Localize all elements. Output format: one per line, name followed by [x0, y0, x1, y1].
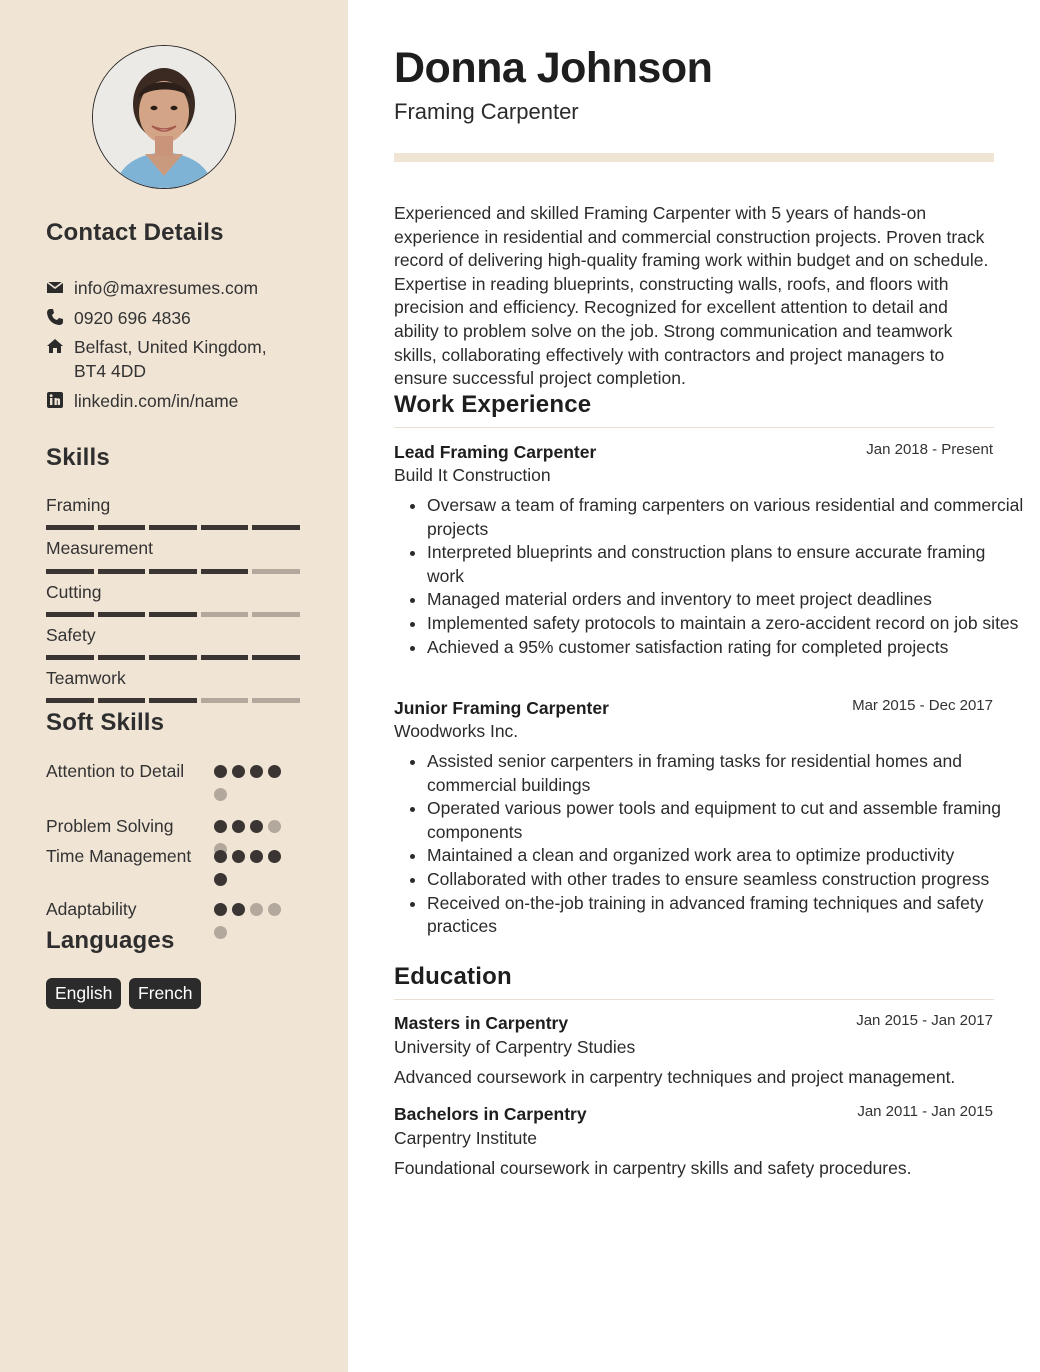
skill-bar [46, 525, 300, 530]
contact-phone[interactable] [46, 306, 294, 330]
email-text: info@maxresumes.com [74, 278, 259, 298]
soft-skill-dots [214, 903, 294, 939]
list-item: • Implemented safety protocols to maintain a zero-accident record on job sites [427, 612, 1027, 636]
work-experience-heading: Work Experience [394, 391, 994, 428]
school-name: University of Carpentry Studies [394, 1037, 636, 1057]
linkedin-text: linkedin.com/in/name [74, 391, 239, 411]
contact-heading: Contact Details [46, 219, 224, 246]
phone-text: 0920 696 4836 [74, 308, 191, 328]
skill-segment-filled [46, 698, 94, 703]
skill-segment-filled [46, 655, 94, 660]
education-dates: Jan 2011 - Jan 2015 [857, 1103, 993, 1120]
skill-bar [46, 698, 300, 703]
job-company: Build It Construction [394, 465, 551, 485]
contact-address [46, 335, 294, 383]
rating-dot-filled [268, 850, 281, 863]
job-title: Lead Framing Carpenter [394, 442, 597, 462]
rating-dot-filled [214, 850, 227, 863]
language-chip: French [129, 978, 201, 1009]
rating-dot-filled [214, 873, 227, 886]
list-item: • Collaborated with other trades to ensure seamless construction progress [427, 868, 1027, 892]
list-item: • Received on-the-job training in advanced framing techniques and safety practices [427, 892, 1027, 939]
rating-dot-filled [232, 820, 245, 833]
list-item: • Maintained a clean and organized work area to optimize productivity [427, 844, 1027, 868]
rating-dot-filled [250, 850, 263, 863]
rating-dot-empty [214, 788, 227, 801]
skill-label: Safety [46, 625, 96, 645]
skill-segment-filled [149, 525, 197, 530]
skill-segment-filled [98, 525, 146, 530]
skill-segment-empty [252, 612, 300, 617]
soft-skill-label: Adaptability [46, 899, 137, 919]
soft-skill-label: Time Management [46, 846, 192, 866]
skill-segment-filled [149, 569, 197, 574]
list-item: • Managed material orders and inventory to meet project deadlines [427, 588, 1027, 612]
candidate-title: Framing Carpenter [394, 99, 579, 124]
list-item: • Operated various power tools and equipment to cut and assemble framing components [427, 797, 1027, 844]
job-bullets [394, 750, 1027, 939]
languages-heading: Languages [46, 927, 175, 954]
education-heading: Education [394, 963, 994, 1000]
skill-segment-filled [252, 525, 300, 530]
rating-dot-filled [214, 903, 227, 916]
list-item: • Oversaw a team of framing carpenters on various residential and commercial projects [427, 494, 1027, 541]
skill-segment-filled [98, 698, 146, 703]
soft-skill-dots [214, 765, 294, 801]
skill-segment-filled [149, 698, 197, 703]
soft-skill-label: Attention to Detail [46, 761, 185, 781]
contact-linkedin[interactable] [46, 389, 294, 413]
envelope-icon [46, 278, 64, 296]
skill-bar [46, 655, 300, 660]
skill-segment-filled [46, 569, 94, 574]
skill-label: Measurement [46, 538, 153, 558]
candidate-name: Donna Johnson [394, 44, 713, 92]
rating-dot-empty [268, 820, 281, 833]
soft-skill-dots [214, 850, 294, 886]
skill-segment-filled [98, 612, 146, 617]
skill-label: Cutting [46, 582, 102, 602]
skill-segment-filled [252, 655, 300, 660]
skill-label: Teamwork [46, 668, 126, 688]
education-dates: Jan 2015 - Jan 2017 [856, 1012, 993, 1029]
skill-segment-filled [201, 569, 249, 574]
sidebar [0, 0, 348, 1372]
rating-dot-filled [214, 765, 227, 778]
skill-label: Framing [46, 495, 111, 515]
phone-icon [46, 308, 64, 326]
list-item: • Interpreted blueprints and construction plans to ensure accurate framing work [427, 541, 1027, 588]
list-item: • Achieved a 95% customer satisfaction rating for completed projects [427, 636, 1027, 660]
job-title: Junior Framing Carpenter [394, 698, 609, 718]
profile-summary: Experienced and skilled Framing Carpenter with 5 years of hands-on experience in residential and commercial construction projects. Proven track record of delivering high-quality framing work within budget and on schedule. Expertise in reading blueprints, constructing walls, roofs, and floors with precision and efficiency. Recognized for excellent attention to detail and ability to problem solve on the job. Strong communication and teamwork skills, collaborating effectively with contractors and project managers to ensure successful project completion. [394, 203, 989, 389]
address-text: Belfast, United Kingdom, BT4 4DD [74, 337, 267, 381]
skill-segment-empty [252, 698, 300, 703]
rating-dot-filled [214, 820, 227, 833]
rating-dot-empty [250, 903, 263, 916]
rating-dot-filled [232, 903, 245, 916]
rating-dot-filled [232, 850, 245, 863]
rating-dot-filled [250, 820, 263, 833]
skill-segment-filled [149, 612, 197, 617]
skill-segment-filled [98, 569, 146, 574]
skill-segment-filled [46, 525, 94, 530]
contact-email[interactable] [46, 276, 294, 300]
skill-bar [46, 612, 300, 617]
linkedin-icon [46, 391, 64, 409]
job-dates: Mar 2015 - Dec 2017 [852, 697, 993, 714]
job-bullets [394, 494, 1027, 659]
education-description: Advanced coursework in carpentry techniques and project management. [394, 1067, 956, 1087]
skill-segment-empty [252, 569, 300, 574]
skill-segment-filled [46, 612, 94, 617]
header-divider [394, 153, 994, 162]
skill-segment-empty [201, 612, 249, 617]
rating-dot-filled [250, 765, 263, 778]
skill-segment-empty [201, 698, 249, 703]
degree-title: Bachelors in Carpentry [394, 1104, 587, 1124]
skill-segment-filled [201, 525, 249, 530]
job-dates: Jan 2018 - Present [866, 441, 993, 458]
skill-bar [46, 569, 300, 574]
rating-dot-empty [214, 926, 227, 939]
rating-dot-filled [232, 765, 245, 778]
soft-skills-heading: Soft Skills [46, 709, 165, 736]
education-description: Foundational coursework in carpentry skills and safety procedures. [394, 1158, 912, 1178]
home-icon [46, 337, 64, 355]
soft-skill-label: Problem Solving [46, 816, 174, 836]
avatar [92, 45, 236, 189]
skills-heading: Skills [46, 444, 110, 471]
degree-title: Masters in Carpentry [394, 1013, 569, 1033]
rating-dot-filled [268, 765, 281, 778]
language-chip: English [46, 978, 121, 1009]
list-item: • Assisted senior carpenters in framing tasks for residential homes and commercial buildings [427, 750, 1027, 797]
skill-segment-filled [201, 655, 249, 660]
skill-segment-filled [98, 655, 146, 660]
rating-dot-empty [268, 903, 281, 916]
school-name: Carpentry Institute [394, 1128, 537, 1148]
skill-segment-filled [149, 655, 197, 660]
job-company: Woodworks Inc. [394, 721, 519, 741]
